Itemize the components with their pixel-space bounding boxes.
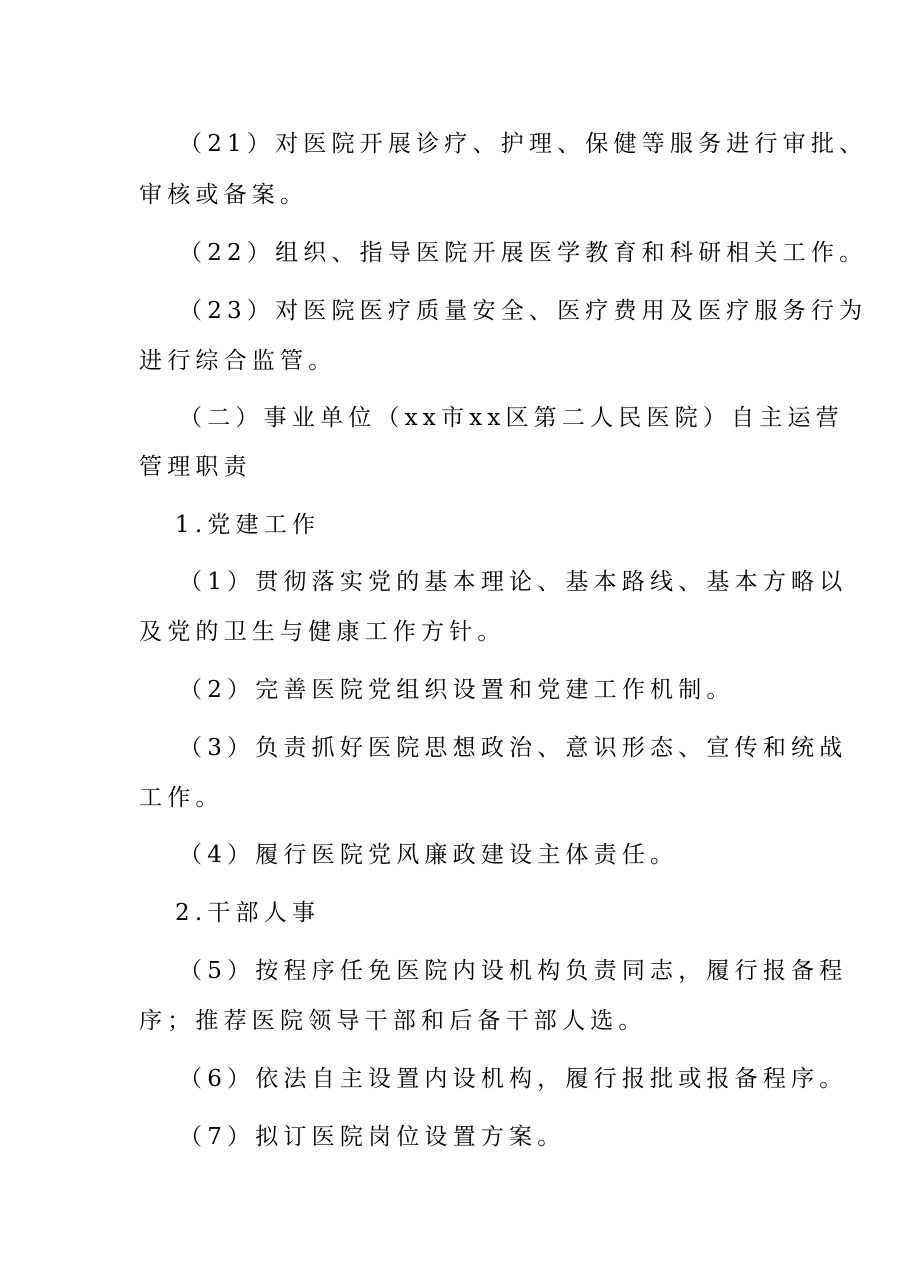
paragraph-23-line-2: 进行综合监管。 [139,348,337,374]
section-heading-line-2: 管理职责 [139,454,252,480]
paragraph-21-line-1: （21）对医院开展诊疗、护理、保健等服务进行审批、 [179,131,868,157]
subheading-party-building: 1.党建工作 [175,512,321,538]
subheading-cadre-personnel: 2.干部人事 [175,900,321,926]
paragraph-7: （7）拟订医院岗位设置方案。 [179,1124,566,1150]
paragraph-4: （4）履行医院党风廉政建设主体责任。 [179,842,679,868]
paragraph-3-line-2: 工作。 [139,785,224,811]
paragraph-5-line-2: 序；推荐医院领导干部和后备干部人选。 [139,1008,647,1034]
paragraph-3-line-1: （3）负责抓好医院思想政治、意识形态、宣传和统战 [179,735,848,761]
paragraph-22: （22）组织、指导医院开展医学教育和科研相关工作。 [179,240,868,266]
paragraph-5-line-1: （5）按程序任免医院内设机构负责同志，履行报备程 [179,958,848,984]
paragraph-1-line-2: 及党的卫生与健康工作方针。 [139,619,506,645]
paragraph-6: （6）依法自主设置内设机构，履行报批或报备程序。 [179,1066,848,1092]
section-heading-line-1: （二）事业单位（xx市xx区第二人民医院）自主运营 [179,405,844,431]
paragraph-2: （2）完善医院党组织设置和党建工作机制。 [179,677,735,703]
paragraph-1-line-1: （1）贯彻落实党的基本理论、基本路线、基本方略以 [179,569,848,595]
paragraph-21-line-2: 审核或备案。 [139,182,309,208]
paragraph-23-line-1: （23）对医院医疗质量安全、医疗费用及医疗服务行为 [179,298,868,324]
